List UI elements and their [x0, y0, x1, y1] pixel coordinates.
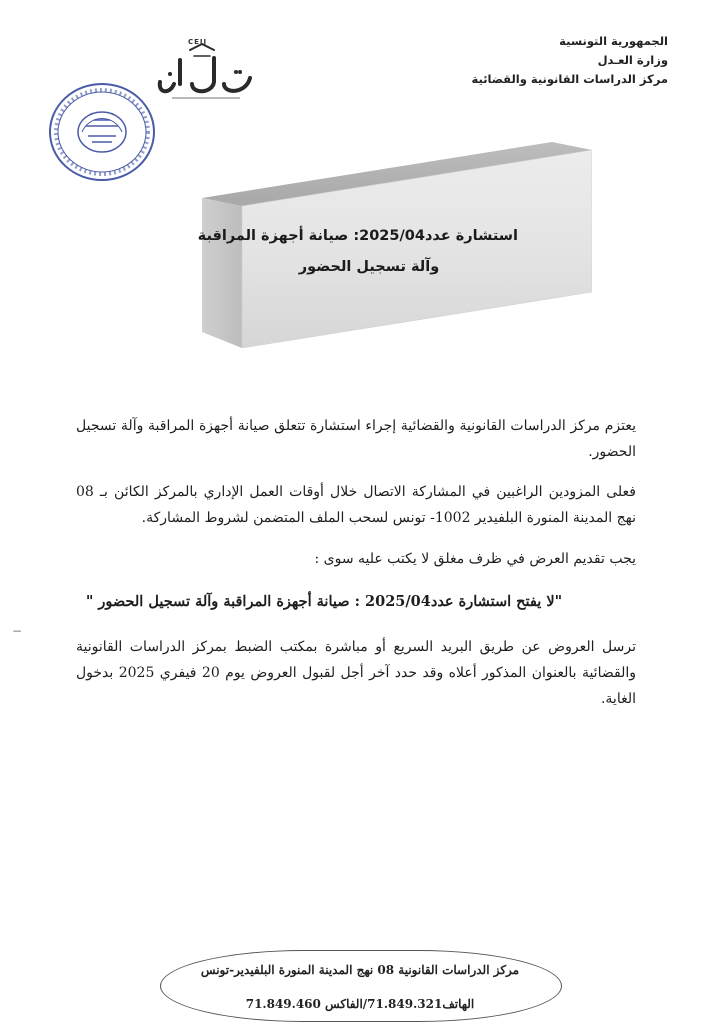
letterhead-ministry: وزارة العـدل [597, 53, 668, 67]
letterhead [428, 32, 668, 89]
footer-address: مركز الدراسات القانونية 08 نهج المدينة المنورة البلفيدير-تونس [200, 963, 520, 977]
envelope-label: "لا يفتح استشارة عدد2025/04 : صيانة أجهزة المراقبة وآلة تسجيل الحضور " [85, 593, 563, 610]
footer-frame [160, 950, 562, 1022]
logo-emblem-icon [150, 38, 262, 104]
paragraph-deadline: ترسل العروض عن طريق البريد السريع أو مباشرة بمكتب الضبط بمركز الدراسات القانونية والقضائية بالعنوان المذكور أعلاه وقد حدد آخر أجل لقبول العروض يوم 20 فيفري 2025 بدخول الغاية. [76, 639, 636, 707]
consultation-title: استشارة عدد2025/04: صيانة أجهزة المراقبة [197, 228, 518, 244]
paragraph-participation: فعلى المزودين الراغبين في المشاركة الاتصال خلال أوقات العمل الإداري بالمركز الكائن بـ 08 نهج المدينة المنورة البلفيدير 1002- تونس لسحب الملف المتضمن لشروط المشاركة. [76, 484, 636, 526]
center-logo [150, 38, 262, 104]
official-seal-icon [46, 80, 158, 184]
paragraph-intro: يعتزم مركز الدراسات القانونية والقضائية إجراء استشارة تتعلق صيانة أجهزة المراقبة وآلة تسجيل الحضور. [76, 418, 636, 460]
consultation-subtitle: وآلة تسجيل الحضور [298, 259, 440, 275]
logo-text: CEJJ [188, 38, 208, 46]
list-dash-icon: − [12, 624, 23, 638]
letterhead-center: مركز الدراسات القانونية والقضائية [471, 72, 668, 86]
title-block-3d-icon [197, 142, 592, 348]
footer-phone-fax: الهاتف71.849.321/الفاكس 71.849.460 [245, 997, 475, 1011]
paragraph-envelope: يجب تقديم العرض في ظرف مغلق لا يكتب عليه سوى : [314, 551, 636, 567]
letterhead-republic: الجمهورية التونسية [559, 34, 668, 48]
